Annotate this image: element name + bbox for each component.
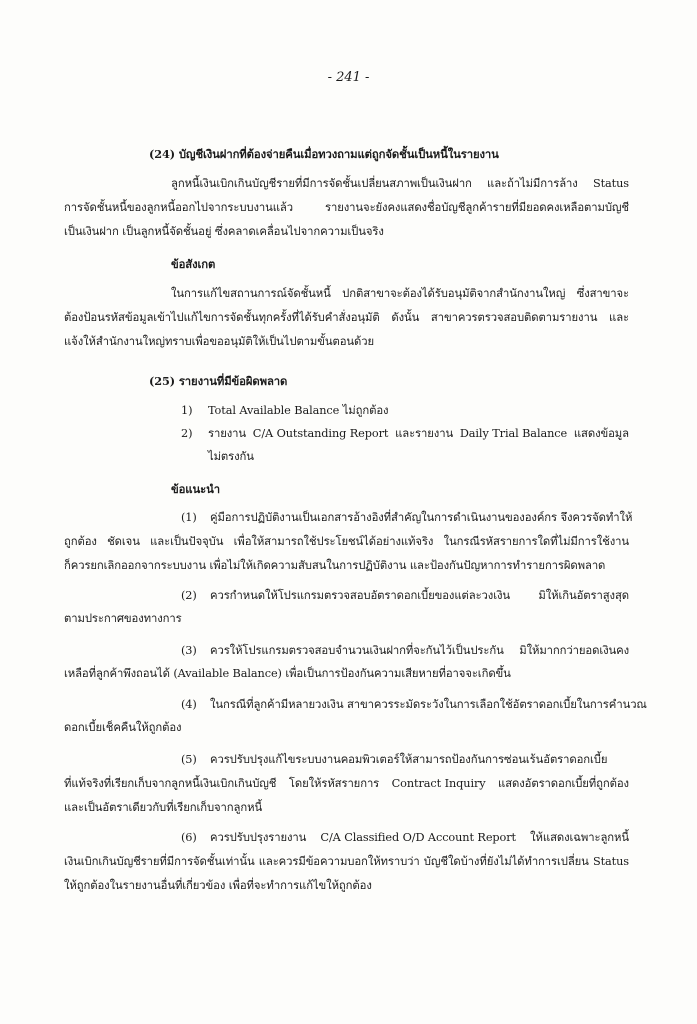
section-24-para-line2: การจัดชั้นหนี้ของลูกหนี้ออกไปจากระบบงานแล้ว รายงานจะยังคงแสดงชื่อบัญชีลูกค้ารายที่มียอดคงเหลือตามบัญชี — [64, 201, 629, 214]
list-item-1-text: Total Available Balance ไม่ถูกต้อง — [208, 404, 389, 417]
observation-line2: ต้องป้อนรหัสข้อมูลเข้าไปแก้ไขการจัดชั้นทุกครั้งที่ได้รับคำสั่งอนุมัติ ดังนั้น สาขาควรตรวจสอบติดตามรายงาน และ — [64, 311, 629, 324]
rec-5-line2: ที่แท้จริงที่เรียกเก็บจากลูกหนี้เงินเบิกเกินบัญชี โดยให้รหัสรายการ Contract Inquiry แสดงอัตราดอกเบี้ยที่ถูกต้อง — [64, 777, 629, 790]
section-24-para-line3: เป็นเงินฝาก เป็นลูกหนี้จัดชั้นอยู่ ซึ่งคลาดเคลื่อนไปจากความเป็นจริง — [64, 225, 384, 238]
rec-1-number: (1) — [181, 511, 197, 524]
list-item-2-number: 2) — [181, 427, 193, 440]
rec-6-number: (6) — [181, 831, 197, 844]
rec-6-line3: ให้ถูกต้องในรายงานอื่นที่เกี่ยวข้อง เพื่อที่จะทำการแก้ไขให้ถูกต้อง — [64, 879, 372, 892]
rec-6-line1: ควรปรับปรุงรายงาน C/A Classified O/D Account Report ให้แสดงเฉพาะลูกหนี้ — [210, 831, 629, 844]
section-24-heading: (24) บัญชีเงินฝากที่ต้องจ่ายคืนเมื่อทวงถามแต่ถูกจัดชั้นเป็นหนี้ในรายงาน — [149, 147, 499, 161]
rec-4-number: (4) — [181, 698, 197, 711]
rec-3-line1: ควรให้โปรแกรมตรวจสอบจำนวนเงินฝากที่จะกันไว้เป็นประกัน มิให้มากกว่ายอดเงินคง — [210, 644, 629, 657]
rec-1-line3: ก็ควรยกเลิกออกจากระบบงาน เพื่อไม่ให้เกิดความสับสนในการปฏิบัติงาน และป้องกันปัญหาการทำรายการผิดพลาด — [64, 559, 606, 572]
section-24-para-line1: ลูกหนี้เงินเบิกเกินบัญชีรายที่มีการจัดชั้นเปลี่ยนสภาพเป็นเงินฝาก และถ้าไม่มีการล้าง Status — [171, 177, 629, 190]
rec-5-line3: และเป็นอัตราเดียวกับที่เรียกเก็บจากลูกหนี้ — [64, 801, 263, 814]
recommendation-heading: ข้อแนะนำ — [171, 482, 221, 496]
observation-line3: แจ้งให้สำนักงานใหญ่ทราบเพื่อขออนุมัติให้เป็นไปตามขั้นตอนด้วย — [64, 335, 375, 348]
rec-2-line2: ตามประกาศของทางการ — [64, 612, 182, 625]
rec-2-number: (2) — [181, 589, 197, 602]
list-item-2-line1: รายงาน C/A Outstanding Report และรายงาน Daily Trial Balance แสดงข้อมูล — [208, 427, 629, 440]
rec-4-line2: ดอกเบี้ยเช็คคืนให้ถูกต้อง — [64, 721, 182, 734]
rec-2-line1: ควรกำหนดให้โปรแกรมตรวจสอบอัตราดอกเบี้ยของแต่ละวงเงิน มิให้เกินอัตราสูงสุด — [210, 589, 629, 602]
rec-5-line1: ควรปรับปรุงแก้ไขระบบงานคอมพิวเตอร์ให้สามารถป้องกันการซ่อนเร้นอัตราดอกเบี้ย — [210, 753, 608, 766]
rec-1-line1: คู่มือการปฏิบัติงานเป็นเอกสารอ้างอิงที่สำคัญในการดำเนินงานขององค์กร จึงควรจัดทำให้ — [210, 511, 633, 524]
rec-4-line1: ในกรณีที่ลูกค้ามีหลายวงเงิน สาขาควรระมัดระวังในการเลือกใช้อัตราดอกเบี้ยในการคำนวณ — [210, 698, 647, 711]
list-item-1-number: 1) — [181, 404, 193, 417]
observation-line1: ในการแก้ไขสถานการณ์จัดชั้นหนี้ ปกติสาขาจะต้องได้รับอนุมัติจากสำนักงานใหญ่ ซึ่งสาขาจะ — [171, 287, 629, 300]
rec-6-line2: เงินเบิกเกินบัญชีรายที่มีการจัดชั้นเท่านั้น และควรมีข้อความบอกให้ทราบว่า บัญชีใดบ้างที่ยังไม่ได้ทำการเปลี่ยน Status — [64, 855, 629, 868]
page-number: - 241 - — [327, 70, 370, 85]
rec-3-line2: เหลือที่ลูกค้าพึงถอนได้ (Available Balance) เพื่อเป็นการป้องกันความเสียหายที่อาจจะเกิดขึ้น — [64, 667, 511, 680]
list-item-2-line2: ไม่ตรงกัน — [208, 450, 254, 463]
rec-1-line2: ถูกต้อง ชัดเจน และเป็นปัจจุบัน เพื่อให้สามารถใช้ประโยชน์ได้อย่างแท้จริง ในกรณีรหัสรายการใดที่ไม่มีการใช้งาน — [64, 535, 629, 548]
rec-5-number: (5) — [181, 753, 197, 766]
rec-3-number: (3) — [181, 644, 197, 657]
observation-heading: ข้อสังเกต — [171, 257, 216, 271]
section-25-heading: (25) รายงานที่มีข้อผิดพลาด — [149, 374, 288, 388]
